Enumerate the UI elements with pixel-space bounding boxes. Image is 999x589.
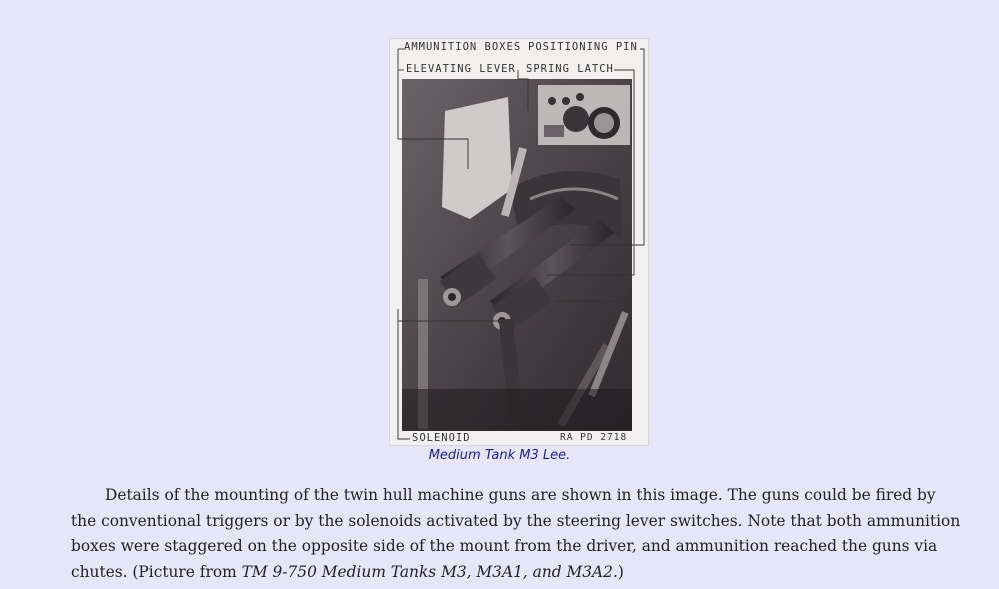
label-ammunition-boxes: AMMUNITION BOXES <box>404 41 522 53</box>
label-spring-latch: SPRING LATCH <box>526 63 614 75</box>
paragraph-text: Details of the mounting of the twin hull machine guns are shown in this image. The guns could be fired by the conventional triggers or by the solenoids activated by the steering lever switches. Note that both ammunition boxes were staggered on the opposite side of the mount from the driver, and ammunition reached the guns via chutes. (Picture from <box>71 486 961 581</box>
figure-caption: Medium Tank M3 Lee. <box>428 448 571 463</box>
paragraph-end: ) <box>617 562 624 581</box>
article-paragraph <box>71 483 963 585</box>
label-plate-number: RA PD 2718 <box>560 432 628 443</box>
label-solenoid: SOLENOID <box>412 432 471 444</box>
label-elevating-lever: ELEVATING LEVER <box>406 63 516 75</box>
machine-gun-mount-photo <box>390 39 648 445</box>
source-title: TM 9-750 Medium Tanks M3, M3A1, and M3A2. <box>241 562 618 581</box>
label-positioning-pin: POSITIONING PIN <box>528 41 638 53</box>
manual-figure <box>389 38 649 446</box>
